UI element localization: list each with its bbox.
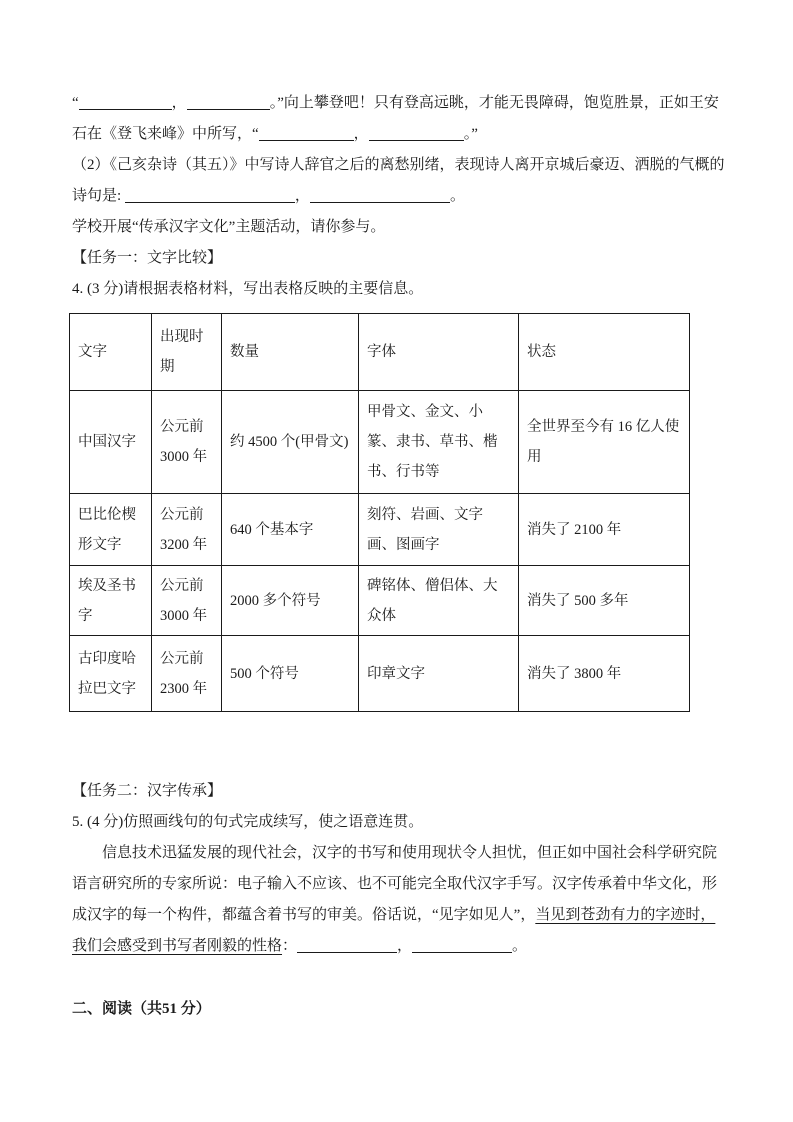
question-text: （2）《己亥杂诗（其五）》中写诗人辞官之后的离愁别绪，表现诗人离开京城后豪迈、洒脱的气概的诗句是: <box>72 157 725 204</box>
table-cell: 碑铭体、僧侣体、大众体 <box>359 566 519 636</box>
table-cell: 公元前 3200 年 <box>152 494 222 566</box>
table-cell: 500 个符号 <box>222 636 359 712</box>
period: 。 <box>449 188 465 204</box>
table-cell: 埃及圣书字 <box>70 566 152 636</box>
poetry-text: 。”向上攀登吧！只有登高远眺，才能无畏障碍，饱览胜景，正如王安石在《登飞来峰》中所写，“ <box>72 95 719 142</box>
blank-underline <box>297 940 397 953</box>
table-cell: 消失了 3800 年 <box>519 636 690 712</box>
table-header-cell: 文字 <box>70 314 152 391</box>
blank-underline <box>369 128 464 141</box>
table-cell: 巴比伦楔形文字 <box>70 494 152 566</box>
question-5-passage <box>72 838 730 962</box>
blank-underline <box>79 97 172 110</box>
table-header-cell: 数量 <box>222 314 359 391</box>
table-cell: 公元前 3000 年 <box>152 391 222 494</box>
passage-text: 信息技术迅猛发展的现代社会，汉字的书写和使用现状令人担忧，但正如中国社会科学研究院语言研究所的专家所说：电子输入不应该、也不可能完全取代汉字手写。汉字传承着中华文化，形成汉字的每一个构件，都蕴含着书写的审美。俗话说，“见字如见人”， <box>72 845 718 923</box>
open-quote: “ <box>72 95 79 111</box>
close-quote: 。” <box>463 126 478 142</box>
comma: ， <box>353 126 369 142</box>
blank-underline <box>125 190 295 203</box>
table-header-cell: 字体 <box>359 314 519 391</box>
table-cell: 甲骨文、金文、小篆、隶书、草书、楷书、行书等 <box>359 391 519 494</box>
table-cell: 印章文字 <box>359 636 519 712</box>
table-cell: 2000 多个符号 <box>222 566 359 636</box>
table-row <box>70 636 690 712</box>
poetry-fill-line-2 <box>72 150 730 212</box>
blank-underline <box>412 940 512 953</box>
table-row <box>70 566 690 636</box>
scripts-comparison-table <box>69 313 690 712</box>
table-cell: 消失了 500 多年 <box>519 566 690 636</box>
blank-underline <box>259 128 354 141</box>
table-header-cell: 出现时期 <box>152 314 222 391</box>
table-cell: 中国汉字 <box>70 391 152 494</box>
table-row <box>70 391 690 494</box>
comma: ， <box>294 188 310 204</box>
table-cell: 公元前 2300 年 <box>152 636 222 712</box>
table-cell: 刻符、岩画、文字画、图画字 <box>359 494 519 566</box>
table-header-row <box>70 314 690 391</box>
poetry-fill-line-1 <box>72 88 730 150</box>
table-cell: 约 4500 个(甲骨文) <box>222 391 359 494</box>
table-cell: 公元前 3000 年 <box>152 566 222 636</box>
section-2-heading: 二、阅读（共51 分） <box>72 1001 211 1017</box>
colon: ： <box>282 938 298 954</box>
table-cell: 640 个基本字 <box>222 494 359 566</box>
blank-underline <box>310 190 450 203</box>
model-sentence-underlined: 当见到苍劲有力的字迹时，我们会感受到书写者刚毅的性格 <box>72 907 716 954</box>
task1-heading: 【任务一：文字比较】 <box>72 250 223 266</box>
blank-underline <box>187 97 270 110</box>
comma: ， <box>397 938 413 954</box>
table-cell: 全世界至今有 16 亿人使用 <box>519 391 690 494</box>
question-4: 4. (3 分)请根据表格材料，写出表格反映的主要信息。 <box>72 281 424 297</box>
question-5: 5. (4 分)仿照画线句的句式完成续写，使之语意连贯。 <box>72 814 424 830</box>
activity-intro: 学校开展“传承汉字文化”主题活动，请你参与。 <box>72 219 386 235</box>
table-header-cell: 状态 <box>519 314 690 391</box>
period: 。 <box>512 938 528 954</box>
task2-heading: 【任务二：汉字传承】 <box>72 783 223 799</box>
table-cell: 消失了 2100 年 <box>519 494 690 566</box>
table-row <box>70 494 690 566</box>
comma: ， <box>171 95 187 111</box>
table-cell: 古印度哈拉巴文字 <box>70 636 152 712</box>
